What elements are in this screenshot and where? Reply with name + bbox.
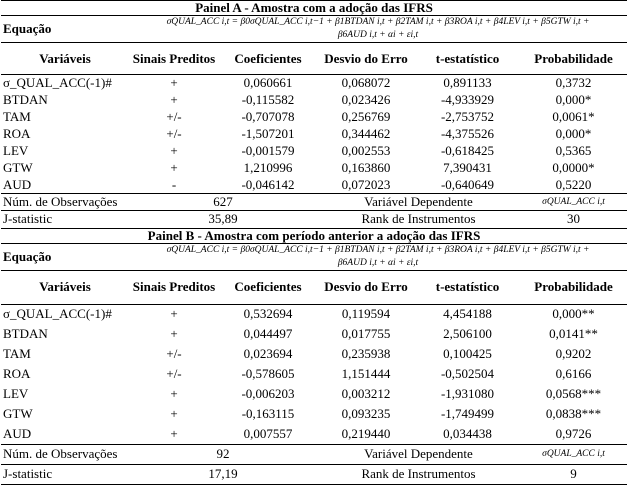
sign-cell: + bbox=[170, 160, 178, 175]
panel_b-table bbox=[1, 228, 627, 485]
table-row bbox=[1, 92, 627, 109]
coefficient-cell: 1,210996 bbox=[243, 160, 293, 175]
panel_a-table bbox=[1, 0, 627, 228]
panel_b-title-row bbox=[1, 228, 627, 243]
t-stat-cell: -4,933929 bbox=[440, 92, 495, 107]
equation-line-2: β6AUD i,t + αi + εi,t bbox=[337, 257, 419, 268]
table-row bbox=[1, 344, 627, 364]
std-error-cell: 0,017755 bbox=[341, 326, 391, 341]
probability-cell: 0,000** bbox=[552, 306, 595, 322]
t-stat-cell: -4,375526 bbox=[440, 126, 495, 141]
std-error-cell: 0,344462 bbox=[341, 126, 391, 141]
variable-cell: AUD bbox=[3, 425, 32, 441]
probability-cell: 0,5220 bbox=[555, 176, 592, 192]
column-header: Probabilidade bbox=[520, 43, 627, 75]
results-document bbox=[1, 0, 627, 485]
coefficient-cell: 0,044497 bbox=[243, 326, 293, 341]
column-header: Variáveis bbox=[1, 43, 129, 75]
column-header: Sinais Preditos bbox=[129, 270, 219, 304]
coefficient-cell: -0,578605 bbox=[241, 366, 295, 381]
probability-cell: 0,6166 bbox=[555, 366, 592, 381]
std-error-cell: 0,119594 bbox=[341, 306, 391, 322]
coefficient-cell: -1,507201 bbox=[241, 126, 295, 141]
jstat-label: J-statistic bbox=[1, 464, 129, 484]
sign-cell: + bbox=[170, 425, 178, 441]
std-error-cell: 0,072023 bbox=[341, 176, 391, 192]
t-stat-cell: -1,749499 bbox=[440, 406, 495, 421]
std-error-cell: 0,219440 bbox=[341, 425, 391, 441]
dependent-value: σQUAL_ACC i,t bbox=[520, 194, 627, 211]
probability-cell: 0,0568*** bbox=[545, 386, 602, 401]
table-row bbox=[1, 177, 627, 194]
sign-cell: + bbox=[170, 386, 178, 401]
column-header: t-estatístico bbox=[415, 43, 520, 75]
sign-cell: + bbox=[170, 306, 178, 322]
jstat-row bbox=[1, 464, 627, 484]
sign-cell: +/- bbox=[166, 366, 182, 381]
dependent-value: σQUAL_ACC i,t bbox=[520, 444, 627, 464]
table-row bbox=[1, 126, 627, 143]
sign-cell: +/- bbox=[166, 126, 182, 141]
header-row bbox=[1, 43, 627, 75]
observations-row bbox=[1, 444, 627, 464]
probability-cell: 0,0000* bbox=[552, 160, 595, 175]
variable-cell: GTW bbox=[3, 160, 33, 175]
sign-cell: - bbox=[171, 176, 177, 192]
std-error-cell: 0,163860 bbox=[341, 160, 391, 175]
sign-cell: + bbox=[170, 75, 178, 91]
equation-line-2: β6AUD i,t + αi + εi,t bbox=[337, 30, 419, 40]
variable-cell: LEV bbox=[3, 143, 29, 158]
table-row bbox=[1, 364, 627, 384]
variable-cell: BTDAN bbox=[3, 92, 48, 107]
t-stat-cell: -0,618425 bbox=[440, 143, 495, 158]
variable-cell: BTDAN bbox=[3, 326, 48, 341]
coefficient-cell: 0,532694 bbox=[243, 306, 293, 322]
table-row bbox=[1, 424, 627, 444]
equation-label: Equação bbox=[1, 243, 129, 270]
panel-title: Painel A - Amostra com a adoção das IFRS bbox=[1, 1, 627, 16]
std-error-cell: 0,003212 bbox=[341, 386, 391, 401]
std-error-cell: 0,235938 bbox=[341, 346, 391, 361]
sign-cell: + bbox=[170, 406, 178, 421]
coefficient-cell: 0,007557 bbox=[243, 425, 293, 441]
std-error-cell: 0,256769 bbox=[341, 109, 391, 124]
table-row bbox=[1, 160, 627, 177]
sign-cell: + bbox=[170, 143, 178, 158]
jstat-row bbox=[1, 211, 627, 228]
table-row bbox=[1, 75, 627, 92]
std-error-cell: 1,151444 bbox=[341, 366, 391, 381]
equation-label: Equação bbox=[1, 16, 129, 43]
jstat-value: 17,19 bbox=[129, 464, 317, 484]
coefficient-cell: 0,023694 bbox=[243, 346, 293, 361]
coefficient-cell: -0,046142 bbox=[241, 176, 295, 192]
variable-cell: TAM bbox=[3, 109, 31, 124]
panel-title: Painel B - Amostra com período anterior a adoção das IFRS bbox=[1, 228, 627, 243]
table-row bbox=[1, 304, 627, 324]
t-stat-cell: 0,100425 bbox=[443, 346, 492, 361]
observations-row bbox=[1, 194, 627, 211]
table-row bbox=[1, 404, 627, 424]
column-header: Variáveis bbox=[1, 270, 129, 304]
equation-formula bbox=[129, 16, 627, 43]
dependent-label: Variável Dependente bbox=[317, 444, 520, 464]
observations-label: Núm. de Observações bbox=[1, 194, 129, 211]
table-row bbox=[1, 384, 627, 404]
coefficient-cell: -0,707078 bbox=[241, 109, 295, 124]
t-stat-cell: 0,034438 bbox=[443, 425, 492, 441]
table-row bbox=[1, 109, 627, 126]
observations-label: Núm. de Observações bbox=[1, 444, 129, 464]
column-header: Sinais Preditos bbox=[129, 43, 219, 75]
probability-cell: 0,9726 bbox=[555, 425, 592, 441]
t-stat-cell: 2,506100 bbox=[443, 326, 492, 341]
t-stat-cell: -2,753752 bbox=[440, 109, 495, 124]
observations-value: 92 bbox=[129, 444, 317, 464]
column-header: Desvio do Erro bbox=[317, 270, 415, 304]
coefficient-cell: -0,006203 bbox=[241, 386, 295, 401]
variable-cell: LEV bbox=[3, 386, 29, 401]
variable-cell: GTW bbox=[3, 406, 33, 421]
sign-cell: +/- bbox=[166, 346, 182, 361]
jstat-label: J-statistic bbox=[1, 211, 129, 228]
rank-label: Rank de Instrumentos bbox=[317, 464, 520, 484]
variable-cell: TAM bbox=[3, 346, 31, 361]
column-header: Coeficientes bbox=[219, 43, 317, 75]
std-error-cell: 0,093235 bbox=[341, 406, 391, 421]
probability-cell: 0,0838*** bbox=[545, 406, 602, 421]
jstat-value: 35,89 bbox=[129, 211, 317, 228]
header-row bbox=[1, 270, 627, 304]
column-header: Coeficientes bbox=[219, 270, 317, 304]
equation-row bbox=[1, 243, 627, 270]
variable-cell: ROA bbox=[3, 126, 31, 141]
variable-cell: σ_QUAL_ACC(-1)# bbox=[3, 75, 112, 91]
probability-cell: 0,3732 bbox=[555, 75, 592, 91]
t-stat-cell: -1,931080 bbox=[440, 386, 495, 401]
probability-cell: 0,0061* bbox=[552, 109, 595, 124]
column-header: t-estatístico bbox=[415, 270, 520, 304]
rank-label: Rank de Instrumentos bbox=[317, 211, 520, 228]
sign-cell: + bbox=[170, 92, 178, 107]
dependent-label: Variável Dependente bbox=[317, 194, 520, 211]
rank-value: 9 bbox=[520, 464, 627, 484]
table-row bbox=[1, 143, 627, 160]
column-header: Desvio do Erro bbox=[317, 43, 415, 75]
probability-cell: 0,9202 bbox=[555, 346, 592, 361]
t-stat-cell: 7,390431 bbox=[443, 160, 492, 175]
t-stat-cell: -0,640649 bbox=[440, 176, 495, 192]
variable-cell: ROA bbox=[3, 366, 31, 381]
equation-line-1: σQUAL_ACC i,t = β0σQUAL_ACC i,t−1 + β1BTDAN i,t + β2TAM i,t + β3ROA i,t + β4LEV i,t + β5GTW i,t + bbox=[166, 244, 590, 255]
variable-cell: AUD bbox=[3, 176, 32, 192]
observations-value: 627 bbox=[129, 194, 317, 211]
equation-row bbox=[1, 16, 627, 43]
std-error-cell: 0,023426 bbox=[341, 92, 391, 107]
t-stat-cell: 0,891133 bbox=[443, 75, 492, 91]
panel_a-title-row bbox=[1, 1, 627, 16]
coefficient-cell: -0,163115 bbox=[241, 406, 295, 421]
equation-formula bbox=[129, 243, 627, 270]
variable-cell: σ_QUAL_ACC(-1)# bbox=[3, 306, 112, 322]
coefficient-cell: -0,115582 bbox=[241, 92, 295, 107]
probability-cell: 0,5365 bbox=[555, 143, 592, 158]
probability-cell: 0,0141** bbox=[549, 326, 598, 341]
std-error-cell: 0,002553 bbox=[341, 143, 391, 158]
sign-cell: + bbox=[170, 326, 178, 341]
std-error-cell: 0,068072 bbox=[341, 75, 391, 91]
equation-line-1: σQUAL_ACC i,t = β0σQUAL_ACC i,t−1 + β1BTDAN i,t + β2TAM i,t + β3ROA i,t + β4LEV i,t + β5GTW i,t + bbox=[166, 17, 590, 27]
probability-cell: 0,000* bbox=[555, 126, 592, 141]
table-row bbox=[1, 324, 627, 344]
rank-value: 30 bbox=[520, 211, 627, 228]
t-stat-cell: 4,454188 bbox=[443, 306, 492, 322]
sign-cell: +/- bbox=[166, 109, 182, 124]
t-stat-cell: -0,502504 bbox=[440, 366, 495, 381]
coefficient-cell: -0,001579 bbox=[241, 143, 295, 158]
coefficient-cell: 0,060661 bbox=[243, 75, 293, 91]
column-header: Probabilidade bbox=[520, 270, 627, 304]
probability-cell: 0,000* bbox=[555, 92, 592, 107]
